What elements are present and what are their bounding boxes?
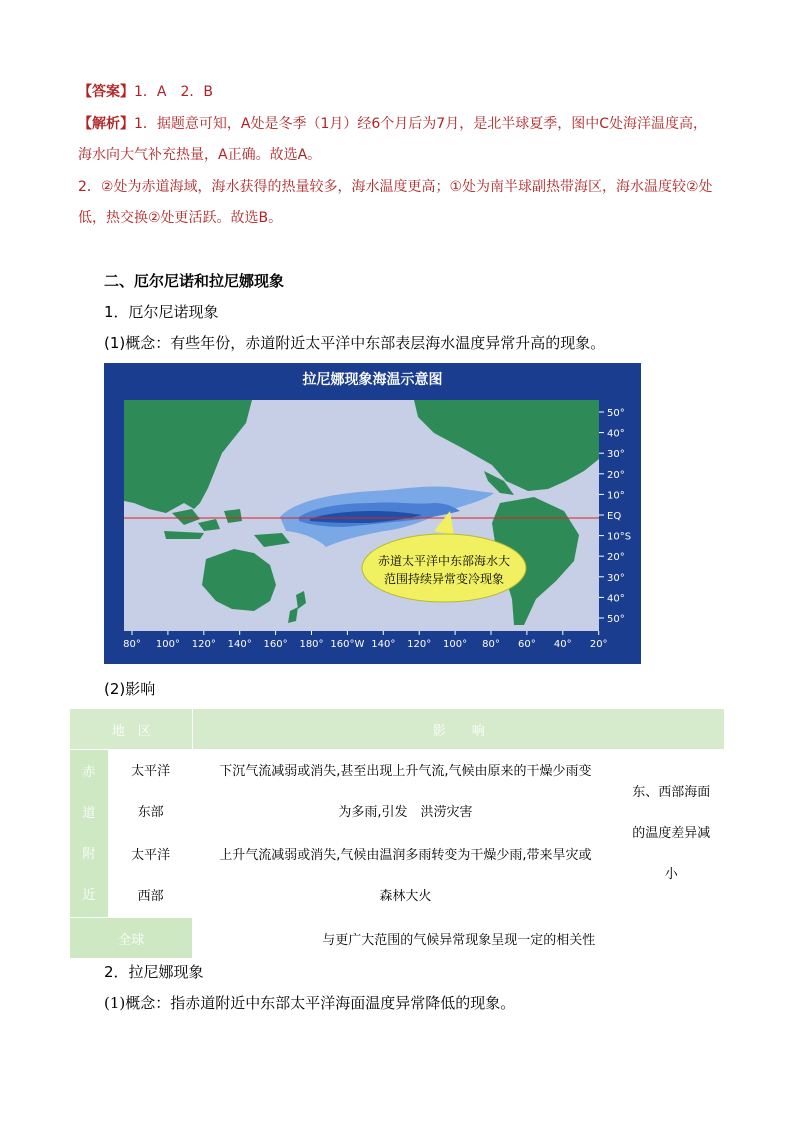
analysis-text-3: 2．②处为赤道海域，海水获得的热量较多，海水温度更高；①处为南半球副热带海区，海水温度较②处 [78, 179, 713, 195]
lat-label: 20° [607, 469, 625, 481]
lat-label: 40° [607, 428, 625, 440]
lon-label: 140° [227, 639, 252, 650]
west-effect [193, 834, 618, 918]
global-effect: 与更广大范围的气候异常现象呈现一定的相关性 [193, 918, 725, 959]
lat-label: 50° [607, 408, 625, 419]
section-title: 二、厄尔尼诺和拉尼娜现象 [104, 272, 285, 290]
lon-label: 100° [443, 639, 468, 650]
lon-label: 60° [518, 639, 536, 650]
region-global: 全球 [70, 918, 193, 959]
callout-bubble [362, 534, 526, 602]
lat-label: EQ [607, 511, 622, 522]
east-effect-1: 下沉气流减弱或消失,甚至出现上升气流,气候由原来的干燥少雨变 [219, 763, 592, 779]
lon-label: 20° [589, 639, 608, 650]
analysis-line-1 [78, 114, 707, 134]
influence-heading: (2)影响 [104, 680, 156, 698]
concept-el-nino: (1)概念：有些年份，赤道附近太平洋中东部表层海水温度异常升高的现象。 [104, 334, 606, 352]
lat-label: 10°S [607, 531, 632, 543]
la-nina-sst-map [104, 363, 641, 664]
lon-label: 120° [407, 639, 432, 650]
region-equatorial [70, 750, 109, 918]
lon-label: 140° [371, 639, 396, 650]
analysis-text-1: 1．据题意可知，A处是冬季（1月）经6个月后为7月，是北半球夏季，图中C处海洋温度高， [134, 116, 707, 132]
table-header-region: 地 区 [70, 709, 193, 750]
map-title: 拉尼娜现象海温示意图 [302, 372, 443, 388]
region-char-4: 近 [82, 887, 96, 903]
impact-table [69, 708, 725, 959]
lon-label: 80° [123, 639, 141, 650]
concept-la-nina: (1)概念：指赤道附近中东部太平洋海面温度异常降低的现象。 [104, 994, 516, 1012]
sst-line-3: 小 [664, 867, 678, 882]
region-char-1: 赤 [82, 764, 96, 780]
analysis-tag: 【解析】 [78, 116, 134, 132]
region-char-2: 道 [82, 805, 96, 821]
lat-label: 30° [607, 572, 625, 584]
analysis-text-4: 低，热交换②处更活跃。故选B。 [78, 210, 283, 226]
east-name-1: 太平洋 [131, 763, 171, 779]
west-effect-1: 上升气流减弱或消失,气候由温润多雨转变为干燥少雨,带来旱灾或 [219, 847, 592, 863]
lon-label: 180° [299, 639, 324, 650]
answer-line [78, 82, 213, 102]
sst-difference [618, 750, 725, 918]
table-header-effect: 影 响 [193, 709, 725, 750]
lon-label: 80° [482, 639, 500, 650]
longitude-axis [123, 631, 607, 650]
callout-line-1: 赤道太平洋中东部海水大 [377, 554, 511, 568]
sst-line-2: 的温度差异减 [632, 826, 711, 841]
east-effect [193, 750, 618, 834]
lat-label: 20° [607, 552, 625, 564]
region-west-pacific [108, 834, 193, 918]
answer-text: 1．A 2．B [134, 84, 213, 100]
lon-label: 160°W [330, 639, 365, 650]
east-name-2: 东部 [137, 804, 164, 820]
sst-line-1: 东、西部海面 [632, 785, 711, 800]
analysis-text-2: 海水向大气补充热量，A正确。故选A。 [78, 147, 322, 163]
answer-tag: 【答案】 [78, 84, 134, 100]
east-effect-2: 为多雨,引发 洪涝灾害 [338, 804, 473, 820]
lon-label: 120° [191, 639, 216, 650]
lon-label: 160° [263, 639, 288, 650]
subsection-la-nina: 2．拉尼娜现象 [104, 963, 204, 981]
region-char-3: 附 [82, 846, 96, 862]
west-name-1: 太平洋 [131, 847, 171, 863]
subsection-el-nino: 1．厄尔尼诺现象 [104, 303, 219, 321]
lon-label: 100° [155, 639, 180, 650]
latitude-axis [599, 408, 631, 625]
region-east-pacific [108, 750, 193, 834]
lat-label: 10° [607, 490, 625, 502]
lat-label: 40° [607, 593, 625, 605]
lat-label: 50° [607, 614, 625, 625]
west-effect-2: 森林大火 [379, 888, 432, 904]
west-name-2: 西部 [137, 888, 164, 904]
callout-line-2: 范围持续异常变冷现象 [383, 572, 505, 586]
map-graphic [104, 363, 641, 664]
lat-label: 30° [607, 449, 625, 461]
lon-label: 40° [553, 639, 572, 650]
